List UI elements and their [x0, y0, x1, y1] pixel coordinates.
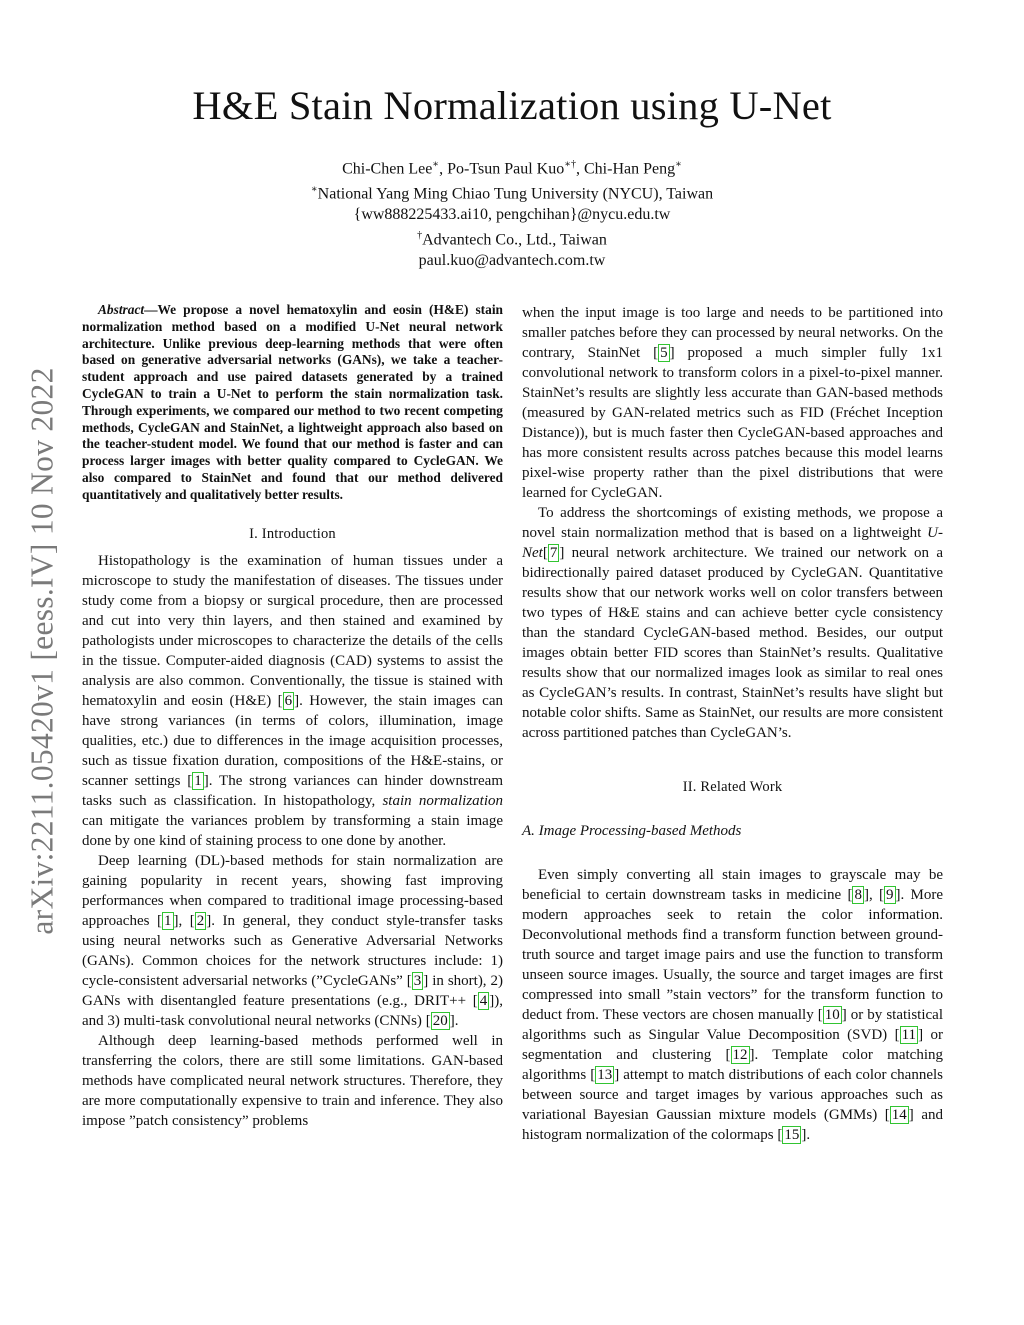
citation-link[interactable]: 4 — [479, 992, 488, 1009]
abstract-text: We propose a novel hematoxylin and eosin (H&E) stain normalization method based on a modified U-Net neural network architecture. Unlike previous deep-learning methods that were often based on generative adversarial networks (GANs), we take a teacher-student approach and use paired datasets generated by a trained CycleGAN to train a U-Net to perform the stain normalization task. Through experiments, we compared our method to two recent competing methods, CycleGAN and StainNet, a lightweight approach also based on the teacher-student model. We found that our method is faster and can process larger images with better quality compared to CycleGAN. We also compared to StainNet and found that our method delivered quantitatively and qualitatively better results. — [82, 302, 503, 502]
email-2: paul.kuo@advantech.com.tw — [418, 252, 606, 270]
paper-title: H&E Stain Normalization using U-Net — [192, 83, 832, 128]
citation-link[interactable]: 11 — [901, 1027, 917, 1043]
abstract-label: Abstract — [98, 302, 145, 317]
left-column — [82, 302, 503, 1131]
abstract: Abstract—We propose a novel hematoxylin and eosin (H&E) stain normalization method based on a modified U-Net neural network architecture. Unlike previous deep-learning methods that were often based on generative adversarial networks (GANs), we take a teacher-student approach and use paired datasets generated by a trained CycleGAN to train a U-Net to perform the stain normalization task. Through experiments, we compared our method to two recent competing methods, CycleGAN and StainNet, a lightweight approach also based on the teacher-student model. We found that our method is faster and can process larger images with better quality compared to CycleGAN. We also compared to StainNet and found that our method delivered quantitatively and qualitatively better results. — [82, 302, 503, 502]
author-1: Chi-Chen Lee — [342, 160, 433, 178]
email-1: {ww888225433.ai10, pengchihan}@nycu.edu.tw — [353, 206, 671, 224]
citation-link[interactable]: 2 — [196, 912, 205, 929]
citation-link[interactable]: 20 — [432, 1012, 448, 1029]
citation-link[interactable]: 8 — [854, 887, 862, 903]
citation-link[interactable]: 14 — [891, 1107, 907, 1123]
arxiv-identifier: arXiv:2211.05420v1 [eess.IV] 10 Nov 2022 — [24, 367, 60, 935]
section-heading-related-work: II. Related Work — [682, 779, 783, 795]
intro-paragraph-3-continued: when the input image is too large and needs to be partitioned into smaller patches before they can processed by neural networks. On the contrary, StainNet [ 5 ] proposed a much simpler fully 1x1 convolutional network to transform colors in a pixel-to-pixel manner. StainNet’s results are slightly less accurate than GAN-based methods (measured by GAN-related metrics such as FID (Fréchet Inception Distance)), but is much faster then CycleGAN-based approaches and has more consistent results across patches because this model learns pixel-wise property rather than the pixel distributions that were learned for CycleGAN. — [522, 305, 943, 501]
citation-link[interactable]: 10 — [824, 1007, 840, 1023]
author-2: Po-Tsun Paul Kuo — [447, 160, 565, 178]
author-block — [0, 155, 1024, 272]
citation-link[interactable]: 1 — [164, 912, 172, 929]
right-column — [522, 303, 943, 1145]
citation-link[interactable]: 7 — [549, 545, 558, 561]
citation-link[interactable]: 5 — [660, 345, 668, 361]
author-names: Chi-Chen Lee∗, Po-Tsun Paul Kuo∗†, Chi-Han Peng∗ — [342, 159, 682, 178]
author-3: Chi-Han Peng — [584, 160, 676, 178]
arxiv-side-label — [26, 345, 59, 957]
citation-link[interactable]: 1 — [194, 772, 202, 789]
related-paragraph-1: Even simply converting all stain images to grayscale may be beneficial to certain downstream tasks in medicine [ 8 ], [ 9 ]. More modern approaches seek to retain the color information. Deconvolutional methods find a transform function between ground-truth source and target image pairs and use the function to transform unseen source images. Usually, the source and target images are first compressed into small ”stain vectors” for the transform function to deduct from. These vectors are chosen manually [ 10 ] or by statistical algorithms such as Singular Value Decomposition (SVD) [ 11 ] or segmentation and clustering [ 12 ]. Template color matching algorithms [ 13 ] attempt to match distributions of each color channels between source and target images by various approaches such as variational Bayesian Gaussian mixture models (GMMs) [ 14 ] and histogram normalization of the colormaps [ 15 ]. — [522, 867, 944, 1143]
intro-paragraph-4: To address the shortcomings of existing methods, we propose a novel stain normalization method that is based on a lightweight U-Net[ 7 ] neural network architecture. We trained our network on a bidirectionally paired dataset produced by CycleGAN. Quantitative results show that our network works well on color transfers between two types of H&E stains and can achieve better cycle consistency than the standard CycleGAN-based method. Besides, our output images obtain better FID scores than StainNet’s results. Qualitative results show that our normalized images look as similar to real ones as CycleGAN’s results. In contrast, StainNet’s results have slight but notable color shifts. Same as StainNet, our results are more consistent across partitioned patches than CycleGAN’s. — [522, 505, 943, 741]
intro-paragraph-1: Histopathology is the examination of human tissues under a microscope to study the manifestation of diseases. The tissues under study come from a biopsy or surgical procedure, then are processed and cut into very thin layers, and then stained and examined by pathologists under microscopes to characterize the details of the cells in the tissue. Computer-aided diagnosis (CAD) systems to assist the analysis are also common. Conventionally, the tissue is stained with hematoxylin and eosin (H&E) [ 6 ]. However, the stain images can have strong variances (in terms of colors, illumination, image qualities, etc.) due to differences in the image acquisition processes, such as tissue fixation duration, compositions of the H&E-stains, or scanner settings [ 1 ]. The strong variances can hinder downstream tasks such as classification. In histopathology, stain normalization can mitigate the variances problem by transforming a stain image done by one kind of staining process to one done by another. — [82, 552, 503, 849]
section-heading-introduction: I. Introduction — [249, 525, 336, 542]
citation-link[interactable]: 6 — [284, 692, 293, 709]
citation-link[interactable]: 13 — [597, 1067, 613, 1083]
citation-link[interactable]: 12 — [732, 1047, 748, 1063]
citation-link[interactable]: 3 — [413, 972, 422, 989]
intro-paragraph-2: Deep learning (DL)-based methods for stain normalization are gaining popularity in recent years, showing fast improving performances when compared to traditional image processing-based approaches [ 1 ], [ 2 ]. In general, they conduct style-transfer tasks using neural networks such as Generative Adversarial Networks (GANs). Common choices for the network structures include: 1) cycle-consistent adversarial networks (”CycleGANs” [ 3 ] in short), 2) GANs with disentangled feature presentations (e.g., DRIT++ [ 4 ]), and 3) multi-task convolutional neural networks (CNNs) [ 20 ]. — [82, 852, 504, 1029]
affiliation-2: †Advantech Co., Ltd., Taiwan — [417, 230, 607, 249]
intro-paragraph-3: Although deep learning-based methods performed well in transferring the colors, there are still some limitations. GAN-based methods have complicated neural network structures. Therefore, they are more computationally expensive to train and inference. They also impose ”patch consistency” problems — [82, 1032, 503, 1129]
affiliation-1: ∗National Yang Ming Chiao Tung University (NYCU), Taiwan — [310, 184, 714, 203]
subsection-heading-image-processing: A. Image Processing-based Methods — [522, 823, 742, 839]
citation-link[interactable]: 9 — [886, 887, 894, 903]
citation-link[interactable]: 15 — [784, 1127, 800, 1143]
